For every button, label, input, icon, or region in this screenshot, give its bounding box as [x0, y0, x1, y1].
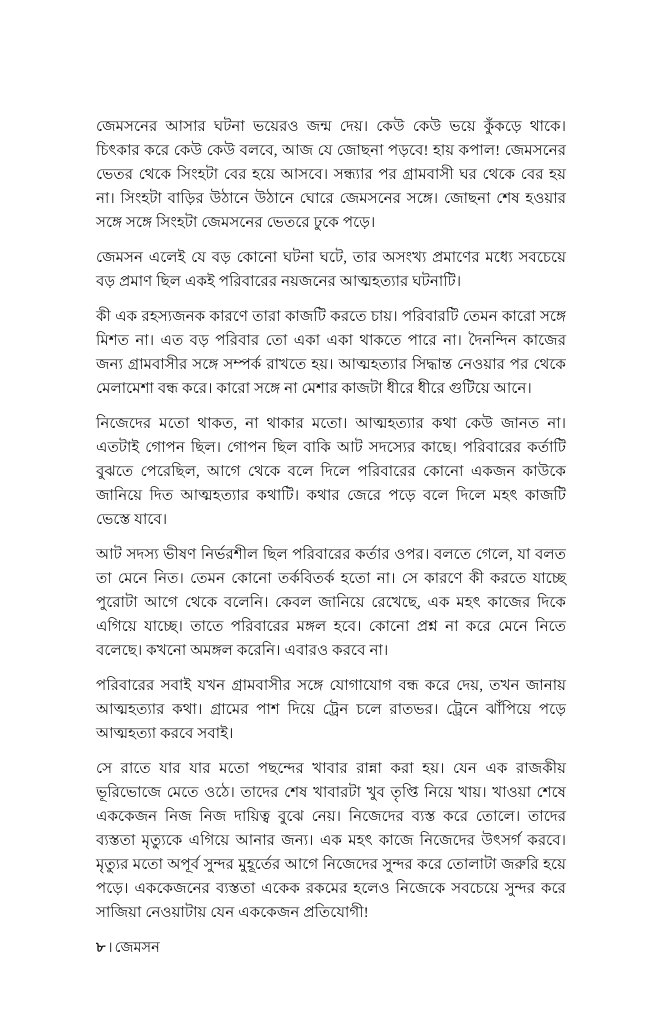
paragraph: নিজেদের মতো থাকত, না থাকার মতো। আত্মহত্যার কথা কেউ জানত না। এতটাই গোপন ছিল। গোপন ছিল বাকি আট সদস্যের কাছে। পরিবারের কর্তাটি বুঝতে পেরেছিল, আগে থেকে বলে দিলে পরিবারের কোনো একজন কাউকে জানিয়ে দিত আত্মহত্যার কথাটি। কথার জেরে পড়ে বলে দিলে মহৎ কাজটি ভেস্তে যাবে।: [96, 416, 566, 528]
page-number: ৮: [96, 940, 106, 956]
paragraph: পরিবারের সবাই যখন গ্রামবাসীর সঙ্গে যোগাযোগ বন্ধ করে দেয়, তখন জানায় আত্মহত্যার কথা। গ্রামের পাশ দিয়ে ট্রেন চলে রাতভর। ট্রেনে ঝাঁপিয়ে পড়ে আত্মহত্যা করবে সবাই।: [96, 678, 566, 742]
footer-book-title: জেমসন: [114, 940, 160, 956]
page-text-column: [96, 115, 566, 925]
paragraph: কী এক রহস্যজনক কারণে তারা কাজটি করতে চায়। পরিবারটি তেমন কারো সঙ্গে মিশত না। এত বড় পরিবার তো একা একা থাকতে পারে না। দৈনন্দিন কাজের জন্য গ্রামবাসীর সঙ্গে সম্পর্ক রাখতে হয়। আত্মহত্যার সিদ্ধান্ত নেওয়ার পর থেকে মেলামেশা বন্ধ করে। কারো সঙ্গে না মেশার কাজটা ধীরে ধীরে গুটিয়ে আনে।: [96, 309, 566, 397]
paragraph: আট সদস্য ভীষণ নির্ভরশীল ছিল পরিবারের কর্তার ওপর। বলতে গেলে, যা বলত তা মেনে নিত। তেমন কোনো তর্কবিতর্ক হতো না। সে কারণে কী করতে যাচ্ছে পুরোটা আগে থেকে বলেনি। কেবল জানিয়ে রেখেছে, এক মহৎ কাজের দিকে এগিয়ে যাচ্ছে। তাতে পরিবারের মঙ্গল হবে। কোনো প্রশ্ন না করে মেনে নিতে বলেছে। কখনো অমঙ্গল করেনি। এবারও করবে না।: [96, 547, 566, 659]
paragraph: সে রাতে যার যার মতো পছন্দের খাবার রান্না করা হয়। যেন এক রাজকীয় ভূরিভোজে মেতে ওঠে। তাদের শেষ খাবারটা খুব তৃপ্তি নিয়ে খায়। খাওয়া শেষে এককেজন নিজ নিজ দায়িত্ব বুঝে নেয়। নিজেদের ব্যস্ত করে তোলে। তাদের ব্যস্ততা মৃত্যুকে এগিয়ে আনার জন্য। এক মহৎ কাজে নিজেদের উৎসর্গ করবে। মৃত্যুর মতো অপূর্ব সুন্দর মুহূর্তের আগে নিজেদের সুন্দর করে তোলাটা জরুরি হয়ে পড়ে। এককেজনের ব্যস্ততা একেক রকমের হলেও নিজেকে সবচেয়ে সুন্দর করে সাজিয়া নেওয়াটায় যেন এককেজন প্রতিযোগী!: [96, 761, 566, 921]
paragraph: জেমসন এলেই যে বড় কোনো ঘটনা ঘটে, তার অসংখ্য প্রমাণের মধ্যে সবচেয়ে বড় প্রমাণ ছিল একই পরিবারের নয়জনের আত্মহত্যার ঘটনাটি।: [96, 250, 566, 290]
footer-separator: ।: [107, 940, 113, 956]
page-footer: [96, 938, 160, 958]
paragraph: জেমসনের আসার ঘটনা ভয়েরও জন্ম দেয়। কেউ কেউ ভয়ে কুঁকড়ে থাকে। চিৎকার করে কেউ কেউ বলবে, আজ যে জোছনা পড়বে! হায় কপাল! জেমসনের ভেতর থেকে সিংহটা বের হয়ে আসবে। সন্ধ্যার পর গ্রামবাসী ঘর থেকে বের হয় না। সিংহটা বাড়ির উঠানে উঠানে ঘোরে জেমসনের সঙ্গে। জোছনা শেষ হওয়ার সঙ্গে সঙ্গে সিংহটা জেমসনের ভেতরে ঢুকে পড়ে।: [96, 119, 566, 231]
